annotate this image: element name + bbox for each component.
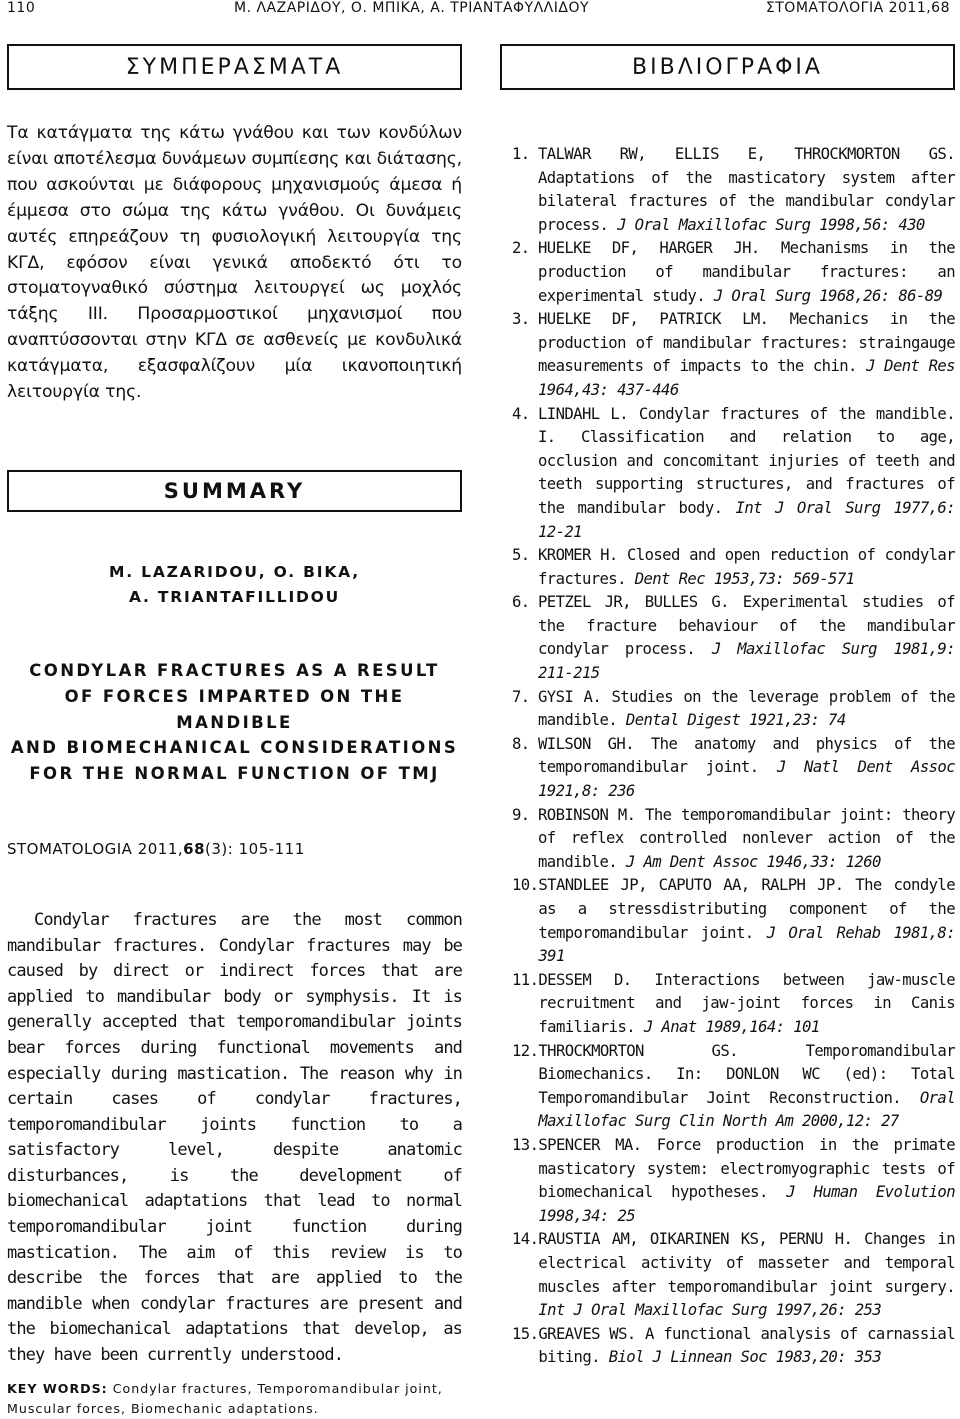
reference-text: LINDAHL L. Condylar fractures of the mandible. I. Classification and relation to age, occlusion and concomitant injuries of teeth and teeth supporting structures, and fractures of the mandibular body. <box>538 404 955 517</box>
reference-item <box>500 969 955 1040</box>
reference-number: 2. <box>512 239 530 258</box>
reference-source: J Human Evolution 1998,34: 25 <box>538 1183 955 1225</box>
reference-text: GREAVES WS. A functional analysis of carnassial biting. <box>538 1324 955 1367</box>
reference-item <box>500 544 955 591</box>
reference-source: Int J Oral Maxillofac Surg 1997,26: 253 <box>538 1301 882 1320</box>
reference-source: J Oral Rehab 1981,8: 391 <box>538 923 956 966</box>
abstract-text <box>7 908 462 1369</box>
reference-source: J Oral Surg 1968,26: 86-89 <box>713 286 943 305</box>
reference-source: J Dent Res 1964,43: 437-446 <box>538 357 955 399</box>
reference-source: Dental Digest 1921,23: 74 <box>625 711 846 730</box>
summary-heading: SUMMARY <box>7 470 462 512</box>
reference-source: Oral Maxillofac Surg Clin North Am 2000,12: 27 <box>538 1088 955 1131</box>
reference-source: J Am Dent Assoc 1946,33: 1260 <box>625 852 881 871</box>
reference-source: Biol J Linnean Soc 1983,20: 353 <box>608 1348 882 1367</box>
reference-body <box>538 403 955 545</box>
journal-citation <box>7 840 462 858</box>
reference-number: 5. <box>512 546 530 565</box>
reference-number: 3. <box>512 310 530 329</box>
references-heading: ΒΙΒΛΙΟΓΡΑΦΙΑ <box>500 44 955 90</box>
reference-text: HUELKE DF, PATRICK LM. Mechanics in the production of mandibular fractures: straingauge measurements of impacts to the chin. <box>538 310 955 376</box>
running-head-authors: Μ. ΛΑΖΑΡΙΔΟΥ, Ο. ΜΠΙΚΑ, Α. ΤΡΙΑΝΤΑΦΥΛΛΙΔΟΥ <box>234 0 590 16</box>
title-line: CONDYLAR FRACTURES AS A RESULT <box>29 660 440 680</box>
reference-number: 8. <box>512 734 530 753</box>
keywords-label: KEY WORDS: <box>7 1380 108 1396</box>
abstract-body: Condylar fractures are the most common mandibular fractures. Condylar fractures may be caused by direct or indirect forces that are applied to mandibular body or symphysis. It is generally accepted that temporomandibular joints bear forces during functional movements and especially during mastication. The reason why in certain cases of condylar fractures, temporomandibular joints function to a satisfactory level, despite anatomic disturbances, is the development of biomechanical adaptations that lead to normal temporomandibular joint function during mastication. The aim of this review is to describe the forces that are applied to the mandible when condylar fractures are present and the biomechanical adaptations that develop, as they have been currently understood. <box>7 909 462 1366</box>
reference-number: 14. <box>512 1230 539 1249</box>
conclusions-text: Τα κατάγματα της κάτω γνάθου και των κονδύλων είναι αποτέλεσμα δυνάμεων συμπίεσης και διάτασης, που ασκούνται με διάφορους μηχανισμούς άμεσα ή έμμεσα στο σώμα της κάτω γνάθου. Οι δυνάμεις αυτές επηρεάζουν τη φυσιολογική λειτουργία της ΚΓΔ, εφόσον είναι γενικά αποδεκτό ότι το στοματογναθικό σύστημα λειτουργεί ως μοχλός τάξης ΙΙΙ. Προσαρμοστικοί μηχανισμοί που αναπτύσσονται στην ΚΓΔ σε ασθενείς με κονδυλικά κατάγματα, εξασφαλίζουν μία ικανοποιητική λειτουργία της. <box>7 123 462 403</box>
reference-number: 11. <box>512 970 539 989</box>
authors-line: M. LAZARIDOU, O. BIKA, <box>109 562 360 581</box>
reference-number: 15. <box>512 1324 539 1343</box>
reference-text: HUELKE DF, HARGER JH. Mechanisms in the production of mandibular fractures: an experimental study. <box>538 239 955 305</box>
reference-item <box>500 403 955 545</box>
reference-source: J Anat 1989,164: 101 <box>643 1017 820 1036</box>
conclusions-heading: ΣΥΜΠΕΡΑΣΜΑΤΑ <box>7 44 462 90</box>
reference-text: DESSEM D. Interactions between jaw-muscle recruitment and jaw-joint forces in Canis familiaris. <box>538 970 955 1036</box>
summary-authors <box>7 560 462 610</box>
citation-suffix: (3): 105-111 <box>205 839 305 858</box>
reference-item <box>500 308 955 402</box>
title-line: AND BIOMECHANICAL CONSIDERATIONS <box>10 738 459 758</box>
reference-text: ROBINSON M. The temporomandibular joint: theory of reflex controlled nonlever action of the mandible. <box>538 805 955 871</box>
reference-text: THROCKMORTON GS. Temporomandibular Biomechanics. In: DONLON WC (ed): Total Temporomandibular Joint Reconstruction. <box>538 1041 955 1107</box>
reference-item <box>500 237 955 308</box>
reference-item <box>500 804 955 875</box>
reference-text: PETZEL JR, BULLES G. Experimental studies of the fracture behaviour of the mandibular condylar process. <box>538 593 955 659</box>
reference-text: WILSON GH. The anatomy and physics of the temporomandibular joint. <box>538 734 955 777</box>
reference-item <box>500 1040 955 1134</box>
reference-text: GYSI A. Studies on the leverage problem of the mandible. <box>538 687 955 730</box>
reference-source: Dent Rec 1953,73: 569-571 <box>634 569 855 588</box>
reference-number: 9. <box>512 805 530 824</box>
reference-source: Int J Oral Surg 1977,6: 12-21 <box>538 498 955 541</box>
reference-number: 4. <box>512 404 530 423</box>
reference-item <box>500 1323 955 1370</box>
reference-text: TALWAR RW, ELLIS E, THROCKMORTON GS. Adaptations of the masticatory system after bilateral fractures of the mandibular condylar process. <box>538 145 955 234</box>
reference-text: STANDLEE JP, CAPUTO AA, RALPH JP. The condyle as a stressdistributing component of the temporomandibular joint. <box>538 876 955 942</box>
reference-body <box>538 1323 955 1370</box>
reference-body <box>538 591 955 685</box>
reference-item <box>500 143 955 237</box>
authors-line: A. TRIANTAFILLIDOU <box>128 587 341 606</box>
reference-item <box>500 686 955 733</box>
reference-number: 12. <box>512 1041 539 1060</box>
reference-item <box>500 733 955 804</box>
reference-body <box>538 544 955 591</box>
reference-number: 1. <box>512 145 530 163</box>
reference-source: J Maxillofac Surg 1981,9: 211-215 <box>538 640 955 683</box>
reference-body <box>538 1040 955 1134</box>
reference-source: J Oral Maxillofac Surg 1998,56: 430 <box>617 215 925 234</box>
reference-item <box>500 1228 955 1322</box>
reference-body <box>538 804 955 875</box>
reference-body <box>538 874 955 968</box>
running-head-journal: ΣΤΟΜΑΤΟΛΟΓΙΑ 2011,68 <box>765 0 950 16</box>
title-line: OF FORCES IMPARTED ON THE MANDIBLE <box>64 686 405 732</box>
reference-item <box>500 591 955 685</box>
left-column <box>7 44 462 1419</box>
citation-volume: 68 <box>183 839 206 858</box>
reference-body <box>538 308 955 402</box>
right-column <box>500 44 955 1370</box>
reference-number: 10. <box>512 876 539 895</box>
citation-prefix: STOMATOLOGIA 2011, <box>7 839 184 858</box>
reference-item <box>500 874 955 968</box>
page-number: 110 <box>7 0 36 16</box>
reference-number: 7. <box>512 687 530 706</box>
reference-text: SPENCER MA. Force production in the primate masticatory system: electromyographic tests of biomechanical hypotheses. <box>538 1135 955 1202</box>
article-title <box>7 658 462 787</box>
reference-text: KROMER H. Closed and open reduction of condylar fractures. <box>538 546 955 588</box>
reference-list <box>500 143 955 1370</box>
reference-body <box>538 237 955 308</box>
reference-body <box>538 969 955 1040</box>
reference-source: J Natl Dent Assoc 1921,8: 236 <box>538 758 956 801</box>
reference-body <box>538 1228 955 1322</box>
reference-body <box>538 686 955 733</box>
reference-item <box>500 1134 955 1228</box>
reference-number: 13. <box>512 1135 539 1154</box>
reference-text: RAUSTIA AM, OIKARINEN KS, PERNU H. Changes in electrical activity of masseter and temporal muscles after temporomandibular joint surgery. <box>538 1230 955 1296</box>
reference-body <box>538 733 955 804</box>
keywords <box>7 1379 462 1419</box>
reference-number: 6. <box>512 593 530 612</box>
reference-body <box>538 143 955 237</box>
reference-body <box>538 1134 955 1228</box>
keywords-text: Condylar fractures, Temporomandibular joint, Muscular forces, Biomechanic adaptations. <box>7 1380 443 1416</box>
title-line: FOR THE NORMAL FUNCTION OF TMJ <box>29 764 440 784</box>
running-head <box>0 0 960 20</box>
